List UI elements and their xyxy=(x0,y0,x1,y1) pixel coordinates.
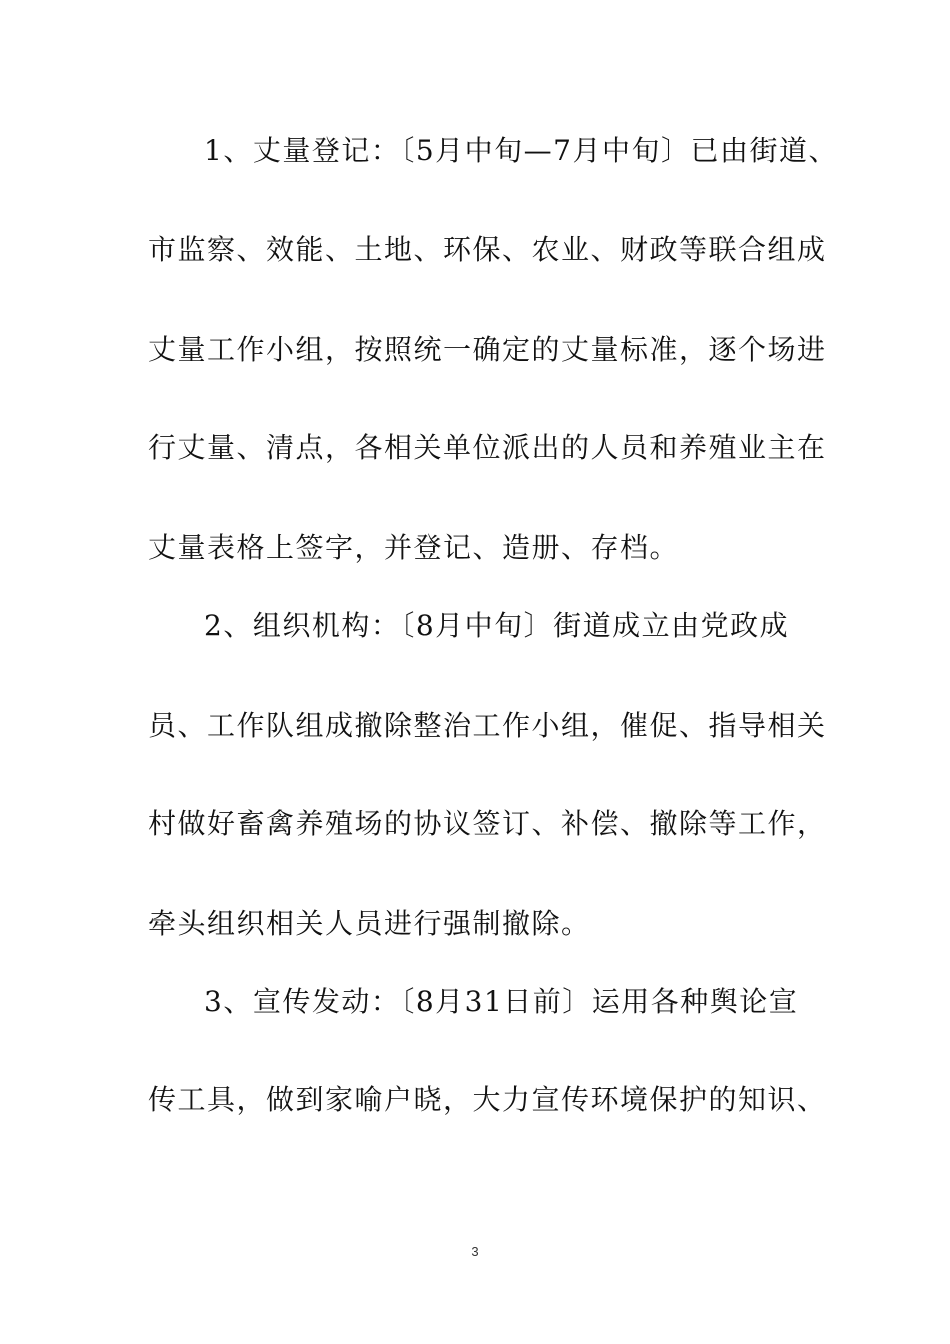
paragraph-3-line-1: 3、宣传发动：〔8月31日前〕运用各种舆论宣 xyxy=(204,985,799,1018)
paragraph-3-line-2: 传工具，做到家喻户晓，大力宣传环境保护的知识、 xyxy=(148,1083,827,1116)
paragraph-1-line-3: 丈量工作小组，按照统一确定的丈量标准，逐个场进 xyxy=(148,333,827,366)
paragraph-2-line-3: 村做好畜禽养殖场的协议签订、补偿、撤除等工作， xyxy=(148,807,827,840)
paragraph-1-line-2: 市监察、效能、土地、环保、农业、财政等联合组成 xyxy=(148,233,827,266)
paragraph-1-line-1: 1、丈量登记：〔5月中旬—7月中旬〕已由街道、 xyxy=(204,134,838,167)
page-number: 3 xyxy=(471,1244,479,1259)
paragraph-1-line-4: 行丈量、清点，各相关单位派出的人员和养殖业主在 xyxy=(148,431,827,464)
paragraph-2-line-1: 2、组织机构：〔8月中旬〕街道成立由党政成 xyxy=(204,609,790,642)
paragraph-2-line-4: 牵头组织相关人员进行强制撤除。 xyxy=(148,907,591,940)
paragraph-2-line-2: 员、工作队组成撤除整治工作小组，催促、指导相关 xyxy=(148,709,827,742)
paragraph-1-line-5: 丈量表格上签字，并登记、造册、存档。 xyxy=(148,531,680,564)
